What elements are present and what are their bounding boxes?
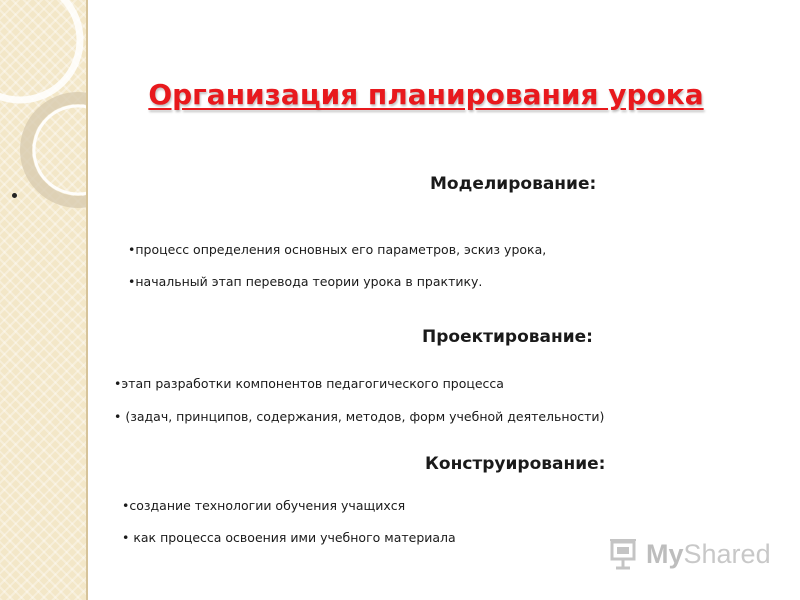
bullet: • <box>114 376 122 391</box>
bullet: • <box>128 274 136 289</box>
bullet: • <box>122 498 130 513</box>
list-item <box>122 530 456 545</box>
bullet: • <box>128 242 136 257</box>
list-item-text: этап разработки компонентов педагогического процесса <box>121 376 504 391</box>
projector-screen-icon <box>606 537 640 571</box>
section-heading-construction: Конструирование: <box>425 454 606 474</box>
list-item <box>122 498 405 513</box>
list-item-text: как процесса освоения ими учебного материала <box>129 530 456 545</box>
list-item-text: начальный этап перевода теории урока в практику. <box>135 274 483 289</box>
list-item <box>128 274 482 289</box>
list-item <box>128 242 546 257</box>
bullet: • <box>114 409 122 424</box>
list-item-text: создание технологии обучения учащихся <box>129 498 406 513</box>
watermark-text-my: My <box>646 538 684 569</box>
stray-bullet-dot <box>12 193 17 198</box>
slide-title: Организация планирования урока <box>148 78 704 111</box>
list-item-text: процесс определения основных его параметров, эскиз урока, <box>135 242 547 257</box>
section-heading-modeling: Моделирование: <box>430 174 597 194</box>
myshared-watermark <box>606 536 771 572</box>
watermark-text-rest: Shared <box>683 538 771 569</box>
section-heading-design: Проектирование: <box>422 327 593 347</box>
list-item-text: (задач, принципов, содержания, методов, форм учебной деятельности) <box>121 409 605 424</box>
list-item <box>114 409 604 424</box>
watermark-text <box>646 539 771 570</box>
bullet: • <box>122 530 130 545</box>
list-item <box>114 376 504 391</box>
